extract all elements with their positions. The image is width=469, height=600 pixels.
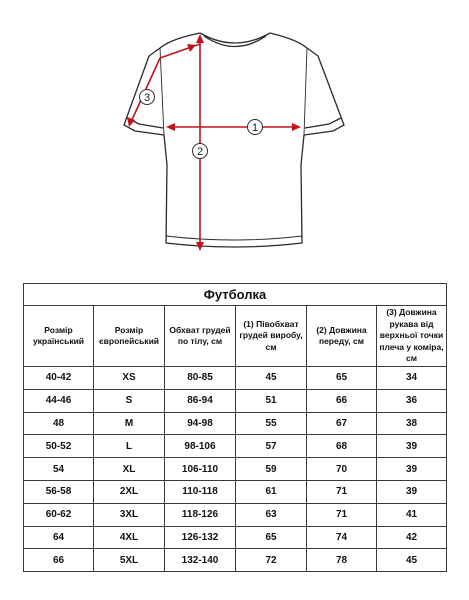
cell-eu-size: 4XL	[94, 526, 165, 549]
cell-eu-size: L	[94, 435, 165, 458]
table-title: Футболка	[24, 284, 447, 306]
cell-sleeve-length: 39	[377, 435, 447, 458]
cell-front-length: 74	[307, 526, 377, 549]
cell-sleeve-length: 34	[377, 367, 447, 390]
table-row	[24, 367, 447, 390]
table-row	[24, 526, 447, 549]
arrow-right-head	[292, 123, 301, 131]
cell-sleeve-length: 36	[377, 389, 447, 412]
cell-front-length: 70	[307, 458, 377, 481]
cell-eu-size: 5XL	[94, 549, 165, 572]
cell-eu-size: XS	[94, 367, 165, 390]
table-row	[24, 549, 447, 572]
header-sleeve-length: (3) Довжина рукава від верхньої точки плеча у коміра, см	[377, 306, 447, 367]
size-table	[23, 283, 447, 572]
tshirt-diagram	[0, 0, 469, 270]
svg-text:3: 3	[143, 92, 151, 104]
cell-body-chest: 118-126	[165, 503, 236, 526]
table-title-row	[24, 284, 447, 306]
table-row	[24, 389, 447, 412]
marker-2	[193, 144, 208, 159]
arrow-left-head	[166, 123, 175, 131]
cell-ua-size: 66	[24, 549, 94, 572]
svg-text:2: 2	[196, 146, 204, 158]
cell-body-chest: 126-132	[165, 526, 236, 549]
cell-front-length: 68	[307, 435, 377, 458]
marker-3	[140, 90, 155, 105]
cell-body-chest: 94-98	[165, 412, 236, 435]
cell-sleeve-length: 39	[377, 480, 447, 503]
cell-body-chest: 86-94	[165, 389, 236, 412]
cell-ua-size: 48	[24, 412, 94, 435]
cell-half-chest: 72	[236, 549, 307, 572]
table-row	[24, 435, 447, 458]
cell-half-chest: 65	[236, 526, 307, 549]
cell-sleeve-length: 38	[377, 412, 447, 435]
cell-half-chest: 55	[236, 412, 307, 435]
cell-body-chest: 110-118	[165, 480, 236, 503]
cell-eu-size: 2XL	[94, 480, 165, 503]
header-eu-size: Розмір європейський	[94, 306, 165, 367]
table-header-row	[24, 306, 447, 367]
cell-ua-size: 50-52	[24, 435, 94, 458]
table-row	[24, 503, 447, 526]
marker-1	[248, 120, 263, 135]
cell-half-chest: 61	[236, 480, 307, 503]
cell-half-chest: 63	[236, 503, 307, 526]
cell-sleeve-length: 41	[377, 503, 447, 526]
cell-ua-size: 60-62	[24, 503, 94, 526]
cell-ua-size: 54	[24, 458, 94, 481]
cell-sleeve-length: 39	[377, 458, 447, 481]
cell-half-chest: 59	[236, 458, 307, 481]
cell-sleeve-length: 45	[377, 549, 447, 572]
cell-ua-size: 40-42	[24, 367, 94, 390]
cell-eu-size: S	[94, 389, 165, 412]
cell-ua-size: 56-58	[24, 480, 94, 503]
cell-body-chest: 132-140	[165, 549, 236, 572]
cell-front-length: 71	[307, 503, 377, 526]
cell-sleeve-length: 42	[377, 526, 447, 549]
cell-front-length: 67	[307, 412, 377, 435]
cell-half-chest: 51	[236, 389, 307, 412]
cell-ua-size: 44-46	[24, 389, 94, 412]
cell-body-chest: 106-110	[165, 458, 236, 481]
cell-eu-size: 3XL	[94, 503, 165, 526]
table-body	[24, 367, 447, 572]
cell-half-chest: 45	[236, 367, 307, 390]
cell-ua-size: 64	[24, 526, 94, 549]
header-ua-size: Розмір український	[24, 306, 94, 367]
cell-half-chest: 57	[236, 435, 307, 458]
header-half-chest: (1) Півобхват грудей виробу, см	[236, 306, 307, 367]
svg-text:1: 1	[251, 122, 259, 134]
cell-eu-size: XL	[94, 458, 165, 481]
cell-front-length: 65	[307, 367, 377, 390]
cell-front-length: 78	[307, 549, 377, 572]
cell-body-chest: 80-85	[165, 367, 236, 390]
cell-eu-size: M	[94, 412, 165, 435]
header-body-chest: Обхват грудей по тілу, см	[165, 306, 236, 367]
sleeve-length-line	[131, 44, 200, 122]
arrow-top-head	[196, 34, 204, 43]
cell-body-chest: 98-106	[165, 435, 236, 458]
table-row	[24, 412, 447, 435]
measurement-lines	[127, 34, 301, 251]
cell-front-length: 71	[307, 480, 377, 503]
table-row	[24, 458, 447, 481]
table-row	[24, 480, 447, 503]
cell-front-length: 66	[307, 389, 377, 412]
header-front-length: (2) Довжина переду, см	[307, 306, 377, 367]
